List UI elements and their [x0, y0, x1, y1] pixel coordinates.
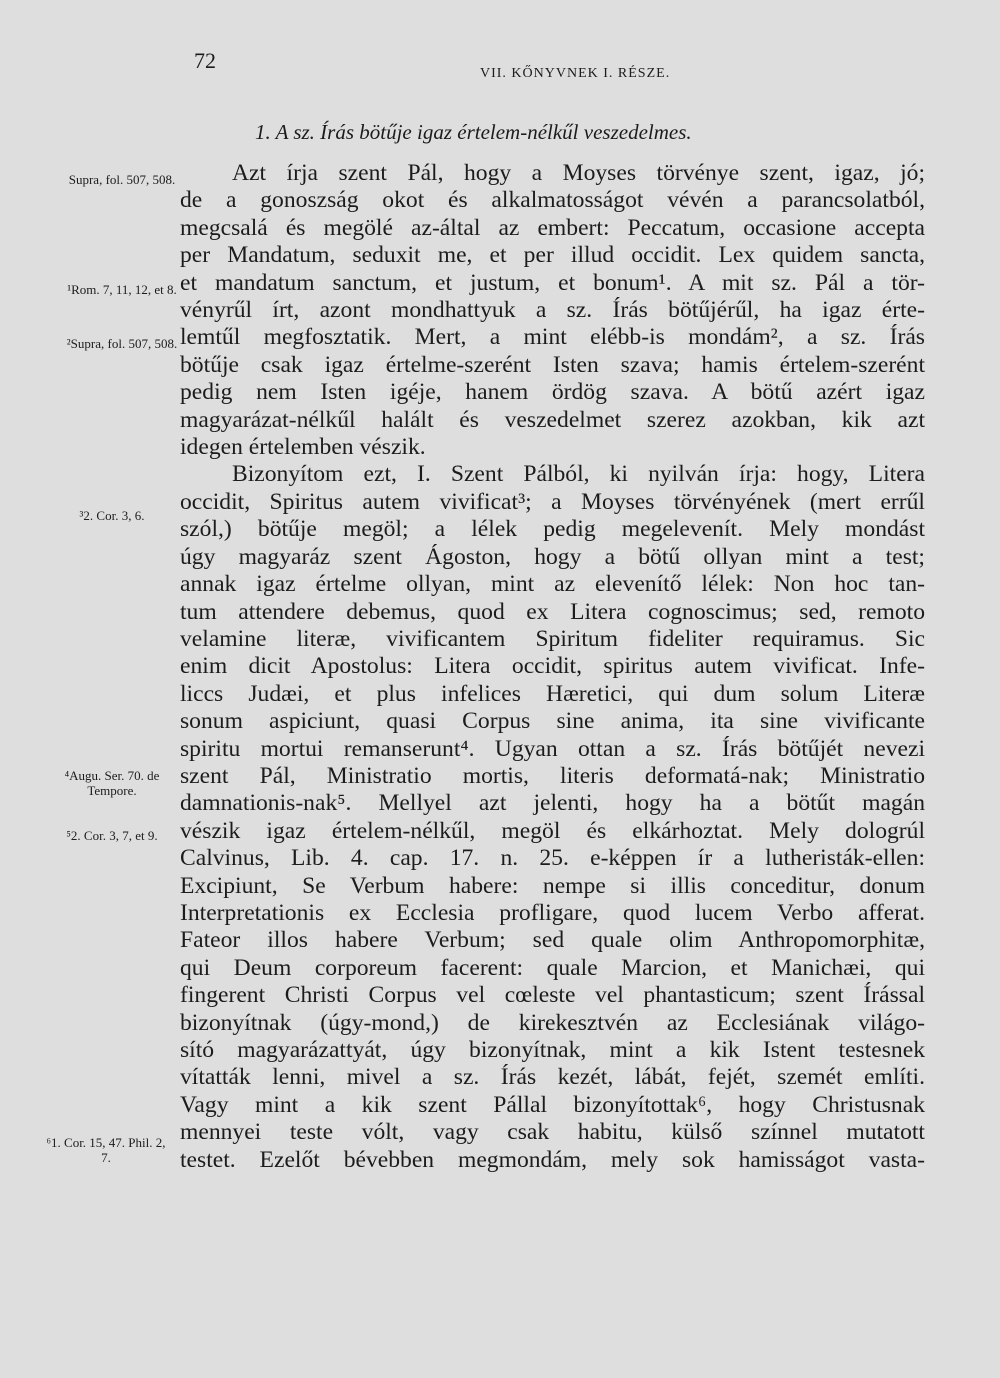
- text-line: sító magyarázattyát, úgy bizonyítnak, mint a kik Istent testesnek: [180, 1037, 925, 1063]
- text-line: occidit, Spiritus autem vivificat³; a Moyses törvényének (mert errűl: [180, 488, 925, 515]
- text-line: Azt írja szent Pál, hogy a Moyses törvénye szent, igaz, jó;: [232, 160, 925, 186]
- text-line: et mandatum sanctum, et justum, et bonum¹. A mit sz. Pál a tör-: [180, 269, 925, 296]
- text-line: fingerent Christi Corpus vel cœleste vel phantasticum; szent Írással: [180, 982, 925, 1009]
- text-line: úgy magyaráz szent Ágoston, hogy a bötű ollyan mint a test;: [180, 543, 925, 570]
- text-line: Fateor illos habere Verbum; sed quale olim Anthropomorphitæ,: [180, 927, 925, 954]
- text-line: damnationis-nak⁵. Mellyel azt jelenti, hogy ha a bötűt magán: [180, 790, 925, 817]
- text-line: spiritu mortui remanserunt⁴. Ugyan ottan a sz. Írás bötűjét nevezi: [180, 735, 925, 762]
- text-line: per Mandatum, seduxit me, et per illud occidit. Lex quidem sancta,: [180, 242, 925, 269]
- text-line: tum attendere debemus, quod ex Litera cognoscimus; sed, remoto: [180, 598, 925, 625]
- margin-note: ¹Rom. 7, 11, 12, et 8.: [67, 282, 177, 297]
- margin-note: Supra, fol. 507, 508.: [68, 172, 176, 187]
- margin-note: ⁶1. Cor. 15, 47. Phil. 2, 7.: [46, 1135, 166, 1165]
- text-line: qui Deum corporeum facerent: quale Marcion, et Manichæi, qui: [180, 954, 925, 981]
- text-line: enim dicit Apostolus: Litera occidit, spiritus autem vivificat. Infe-: [180, 653, 925, 680]
- text-line: szól,) bötűje megöl; a lélek pedig megelevenít. Mely mondást: [180, 516, 925, 543]
- text-line: sonum aspiciunt, quasi Corpus sine anima, ita sine vivificante: [180, 708, 925, 735]
- margin-note: ³2. Cor. 3, 6.: [79, 508, 145, 523]
- text-line: magyarázat-nélkűl halált és veszedelmet szerez azokban, kik azt: [180, 406, 925, 433]
- section-title: 1. A sz. Írás bötűje igaz értelem-nélkűl veszedelmes.: [255, 120, 692, 144]
- text-line: vészik igaz értelem-nélkűl, megöl és elkárhoztat. Mely dologrúl: [180, 817, 925, 844]
- text-line: vényrűl írt, azont mondhattyuk a sz. Írás bötűjérűl, ha igaz érte-: [180, 297, 925, 324]
- text-line: lemtűl megfosztatik. Mert, a mint elébb-is mondám², a sz. Írás: [180, 324, 925, 351]
- margin-note: ⁵2. Cor. 3, 7, et 9.: [66, 828, 158, 843]
- margin-note: ²Supra, fol. 507, 508.: [66, 336, 178, 351]
- text-line: liccs Judæi, et plus infelices Hæretici, qui dum solum Literæ: [180, 680, 925, 707]
- text-line: idegen értelemben vészik.: [180, 434, 426, 461]
- text-line: Interpretationis ex Ecclesia profligare, quod lucem Verbo afferat.: [180, 899, 925, 926]
- text-line: testet. Ezelőt bévebben megmondám, mely sok hamisságot vasta-: [180, 1146, 925, 1173]
- text-line: bizonyítnak (úgy-mond,) de kirekesztvén az Ecclesiának világo-: [180, 1009, 925, 1036]
- body-text: [180, 160, 925, 1174]
- text-line: velamine literæ, vivificantem Spiritum fideliter requiramus. Sic: [180, 625, 925, 652]
- text-line: pedig nem Isten igéje, hanem ördög szava. A bötű azért igaz: [180, 379, 925, 406]
- text-line: de a gonoszság okot és alkalmatosságot vévén a parancsolatból,: [180, 187, 925, 214]
- text-line: Calvinus, Lib. 4. cap. 17. n. 25. e-képpen ír a lutheristák-ellen:: [180, 845, 925, 872]
- running-head: VII. KŐNYVNEK I. RÉSZE.: [480, 66, 671, 81]
- text-line: Excipiunt, Se Verbum habere: nempe si illis conceditur, donum: [180, 872, 925, 899]
- text-line: szent Pál, Ministratio mortis, literis deformatá-nak; Ministratio: [180, 762, 925, 789]
- margin-note: ⁴Augu. Ser. 70. de Tempore.: [64, 768, 160, 798]
- text-line: bötűje csak igaz értelme-szerént Isten szava; hamis értelem-szerént: [180, 351, 925, 378]
- text-line: annak igaz értelme ollyan, mint az elevenítő lélek: Non hoc tan-: [180, 571, 925, 598]
- page-number: 72: [194, 48, 216, 73]
- text-line: mennyei teste vólt, vagy csak habitu, külső színnel mutatott: [180, 1119, 925, 1146]
- text-line: megcsalá és megölé az-által az embert: Peccatum, occasione accepta: [180, 214, 925, 241]
- text-line: Bizonyítom ezt, I. Szent Pálból, ki nyilván írja: hogy, Litera: [232, 461, 925, 488]
- text-line: vítatták lenni, mivel a sz. Írás kezét, lábát, fejét, szemét említi.: [180, 1064, 925, 1091]
- text-line: Vagy mint a kik szent Pállal bizonyítottak⁶, hogy Christusnak: [180, 1091, 925, 1118]
